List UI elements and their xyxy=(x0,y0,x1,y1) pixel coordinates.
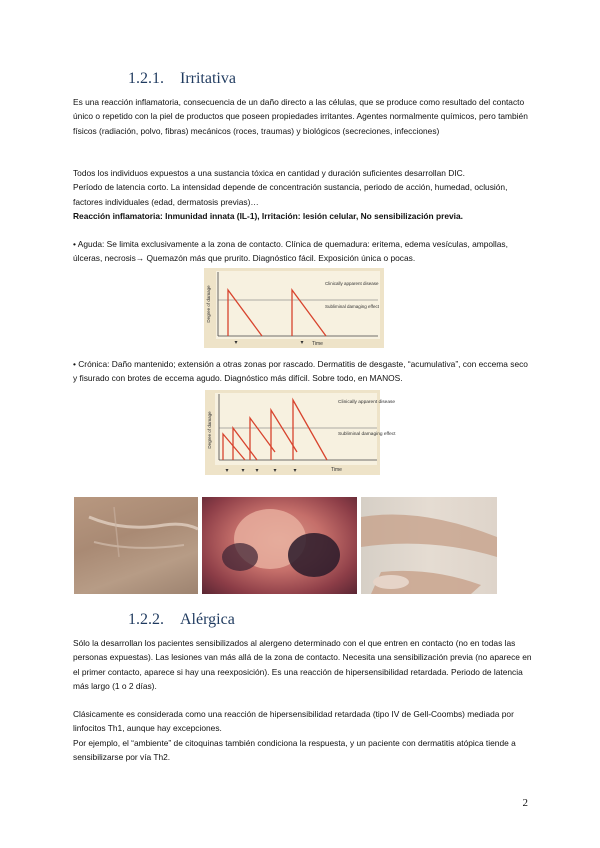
paragraph-th1: Clásicamente es considerada como una reacción de hipersensibilidad retardada (tipo IV de Gell-Coombs) mediada por linfocitos Th1, aunque hay excepciones. Por ejemplo, el “ambiente” de citoquinas también condiciona la respuesta, y un paciente con dermatitis atópica tiende a sensibilizarse por vía Th2. xyxy=(73,709,516,763)
section-heading-alergica xyxy=(128,611,235,629)
paragraph-aguda: • Aguda: Se limita exclusivamente a la zona de contacto. Clínica de quemadura: eritema, edema vesículas, ampollas, úlceras, necrosis→ Quemazón más que prurito. Diagnóstico fácil. Exposición única o pocas. xyxy=(73,239,508,264)
paragraph-cronica: • Crónica: Daño mantenido; extensión a otras zonas por rascado. Dermatitis de desgaste, “acumulativa”, con eccema seco y fisurado con brotes de eccema agudo. Diagnóstico más difícil. Sobre todo, en MANOS. xyxy=(73,359,528,384)
photo-necrosis xyxy=(202,497,357,594)
section-number: 1.2.2. xyxy=(128,611,164,628)
chart-chronic-lower-label: Subliminal damaging effect xyxy=(338,432,396,437)
section-title: Irritativa xyxy=(180,70,236,87)
page-number: 2 xyxy=(522,797,528,809)
section-title: Alérgica xyxy=(180,611,235,628)
photo-skin-neck xyxy=(74,497,198,594)
paragraph-definition: Es una reacción inflamatoria, consecuencia de un daño directo a las células, que se produce como resultado del contacto único o repetido con la piel de productos que poseen propiedades irritantes. Agentes normalmente químicos, pero también físicos (radiación, polvo, fibras) mecánicos (roces, traumas) y biológicos (secreciones, infecciones) xyxy=(73,97,528,136)
section-heading-irritativa xyxy=(128,70,236,88)
chart-acute-ylabel: Degree of damage xyxy=(206,285,211,323)
chart-chronic-ylabel: Degree of damage xyxy=(207,411,212,449)
paragraph-dic: Todos los individuos expuestos a una sustancia tóxica en cantidad y duración suficientes desarrollan DIC. Período de latencia corto. La intensidad depende de concentración sustancia, periodo de acción, humedad, oclusión, factores individuales (edad, dermatosis previas)… Reacción inflamatoria: Inmunidad innata (IL-1), Irritación: lesión celular, No sensibilización previa. xyxy=(73,168,508,222)
paragraph-alergica: Sólo la desarrollan los pacientes sensibilizados al alergeno determinado con el que entren en contacto (no en todas las personas expuestas). Las lesiones van más allá de la zona de contacto. Necesita una sensibilización previa (no aparece en el primer contacto, aparece si hay una reexposición). Es una reacción de hipersensibilidad retardada. Periodo de latencia más largo (1 o 2 días). xyxy=(73,638,532,692)
chart-acute-xlabel: Time xyxy=(312,341,323,347)
chart-acute-lower-label: Subliminal damaging effect xyxy=(325,304,379,309)
chart-chronic xyxy=(205,390,396,475)
chart-acute xyxy=(204,268,384,348)
chart-acute-upper-label: Clinically apparent disease xyxy=(325,281,379,286)
section-number: 1.2.1. xyxy=(128,70,164,87)
chart-chronic-upper-label: Clinically apparent disease xyxy=(338,400,396,405)
chart-chronic-xlabel: Time xyxy=(331,467,342,473)
photo-hands xyxy=(361,497,497,594)
